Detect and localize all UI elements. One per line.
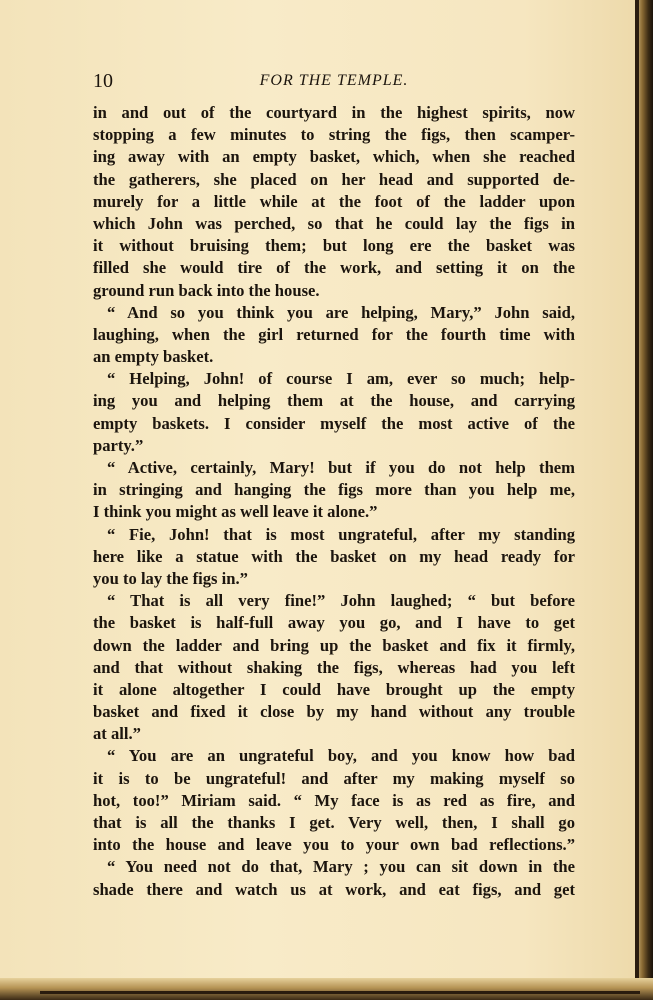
text-line: I think you might as well leave it alone.” <box>93 502 378 522</box>
text-line: “ You are an ungrateful boy, and you know how bad <box>107 746 575 766</box>
text-line: which John was perched, so that he could lay the figs in <box>93 213 575 233</box>
text-line: ing you and helping them at the house, and carrying <box>93 391 575 411</box>
text-line: basket and fixed it close by my hand without any trouble <box>93 702 575 722</box>
text-line: “ And so you think you are helping, Mary,” John said, <box>107 302 575 322</box>
text-line: that is all the thanks I get. Very well, then, I shall go <box>93 813 575 832</box>
text-line: down the ladder and bring up the basket and fix it firmly, <box>93 635 575 655</box>
text-line: in and out of the courtyard in the highest spirits, now <box>93 103 575 122</box>
text-line: filled she would tire of the work, and setting it on the <box>93 258 575 278</box>
text-line: you to lay the figs in.” <box>93 568 248 588</box>
text-line: “ That is all very fine!” John laughed; “ but before <box>107 591 575 611</box>
text-line: murely for a little while at the foot of the ladder upon <box>93 191 575 211</box>
text-line: empty baskets. I consider myself the most active of the <box>93 413 575 433</box>
body-text <box>93 102 575 901</box>
text-line: it alone altogether I could have brought up the empty <box>93 679 575 699</box>
text-line: shade there and watch us at work, and eat figs, and get <box>93 879 575 899</box>
page-header <box>93 66 575 96</box>
text-line: ground run back into the house. <box>93 280 320 300</box>
text-line: party.” <box>93 435 144 455</box>
spine-shadow-line <box>635 0 639 1000</box>
running-title: FOR THE TEMPLE. <box>259 72 409 89</box>
page-bottom-edge <box>0 978 653 1000</box>
text-line: here like a statue with the basket on my head ready for <box>93 546 575 566</box>
text-line: it without bruising them; but long ere the basket was <box>93 236 575 256</box>
page-number: 10 <box>93 70 113 92</box>
text-line: “ Helping, John! of course I am, ever so much; help- <box>107 369 575 389</box>
text-line: stopping a few minutes to string the figs, then scamper- <box>93 125 575 145</box>
text-line: the gatherers, she placed on her head and supported de- <box>93 169 575 189</box>
text-line: hot, too!” Miriam said. “ My face is as red as fire, and <box>93 790 575 810</box>
text-line: “ Active, certainly, Mary! but if you do not help them <box>107 458 575 477</box>
text-line: and that without shaking the figs, whereas had you left <box>93 657 575 677</box>
text-line: “ Fie, John! that is most ungrateful, after my standing <box>107 524 575 544</box>
text-line: “ You need not do that, Mary ; you can sit down in the <box>107 857 575 877</box>
text-line: an empty basket. <box>93 347 214 367</box>
text-line: laughing, when the girl returned for the fourth time with <box>93 324 575 344</box>
text-line: it is to be ungrateful! and after my making myself so <box>93 768 575 788</box>
text-line: ing away with an empty basket, which, when she reached <box>93 147 575 167</box>
text-line: at all.” <box>93 724 141 744</box>
text-line: into the house and leave you to your own bad reflections.” <box>93 835 575 855</box>
bottom-shadow-line <box>40 991 640 994</box>
text-line: the basket is half-full away you go, and I have to get <box>93 613 575 633</box>
text-line: in stringing and hanging the figs more than you help me, <box>93 480 575 500</box>
